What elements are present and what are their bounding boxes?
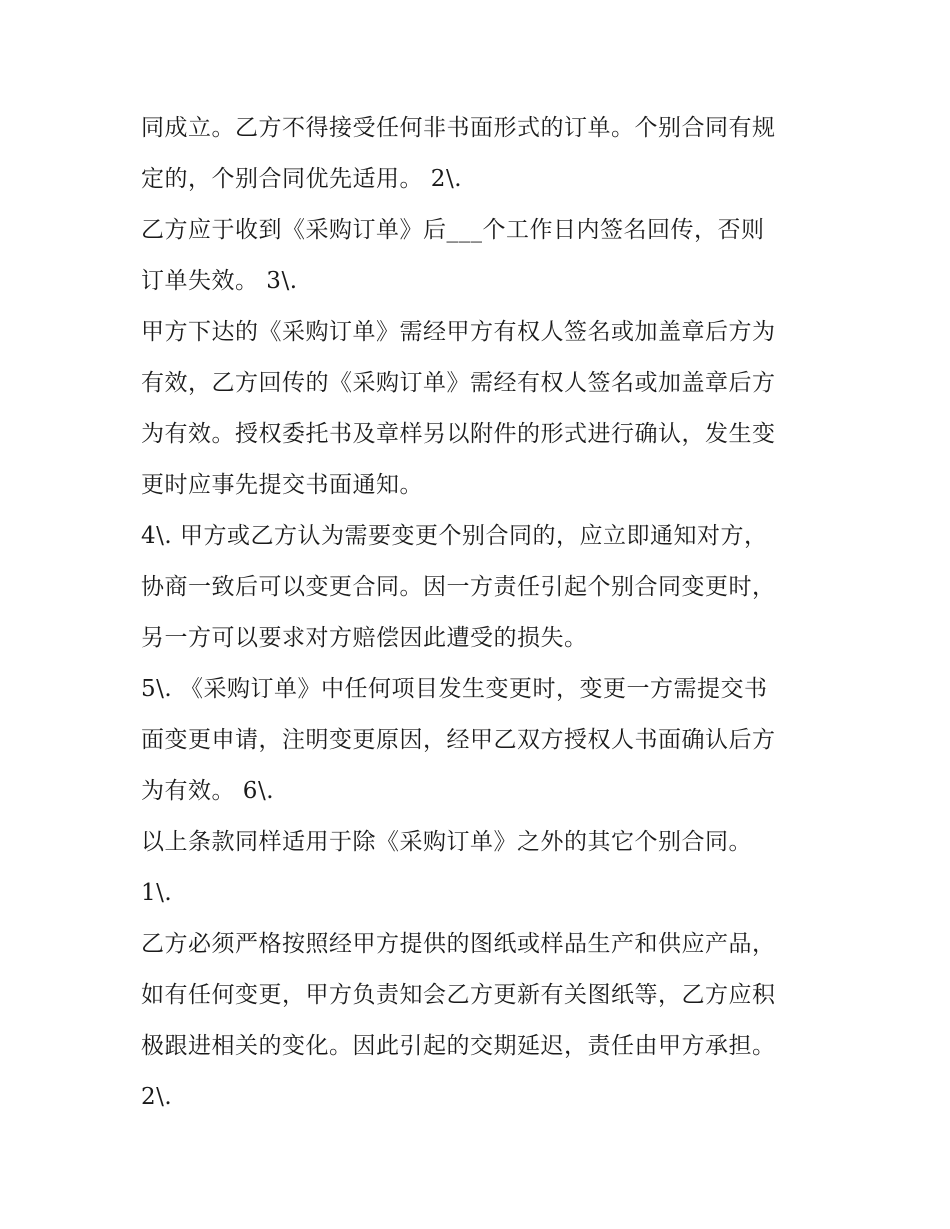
text-line: 订单失效。 3\. xyxy=(141,268,298,294)
text-line: 2\. xyxy=(141,1084,173,1110)
text-line: 5\. 《采购订单》中任何项目发生变更时，变更一方需提交书 xyxy=(141,676,768,702)
text-line: 以上条款同样适用于除《采购订单》之外的其它个别合同。 xyxy=(141,829,752,855)
text-line: 极跟进相关的变化。因此引起的交期延迟，责任由甲方承担。 xyxy=(141,1033,776,1059)
text-line: 协商一致后可以变更合同。因一方责任引起个别合同变更时， xyxy=(141,574,776,600)
text-line: 为有效。授权委托书及章样另以附件的形式进行确认，发生变 xyxy=(141,421,776,447)
text-line: 更时应事先提交书面通知。 xyxy=(141,472,423,498)
document-body xyxy=(141,103,821,1123)
text-line: 如有任何变更，甲方负责知会乙方更新有关图纸等，乙方应积 xyxy=(141,982,776,1008)
text-line: 为有效。 6\. xyxy=(141,778,275,804)
text-line: 同成立。乙方不得接受任何非书面形式的订单。个别合同有规 xyxy=(141,115,776,141)
text-line: 另一方可以要求对方赔偿因此遭受的损失。 xyxy=(141,625,588,651)
text-line: 甲方下达的《采购订单》需经甲方有权人签名或加盖章后方为 xyxy=(141,319,776,345)
text-line: 乙方应于收到《采购订单》后___个工作日内签名回传，否则 xyxy=(141,217,765,243)
text-line: 乙方必须严格按照经甲方提供的图纸或样品生产和供应产品， xyxy=(141,931,776,957)
text-line: 面变更申请，注明变更原因，经甲乙双方授权人书面确认后方 xyxy=(141,727,776,753)
text-line: 4\. 甲方或乙方认为需要变更个别合同的，应立即通知对方， xyxy=(141,523,768,549)
text-line: 有效，乙方回传的《采购订单》需经有权人签名或加盖章后方 xyxy=(141,370,776,396)
text-line: 定的，个别合同优先适用。 2\. xyxy=(141,166,463,192)
text-line: 1\. xyxy=(141,880,173,906)
